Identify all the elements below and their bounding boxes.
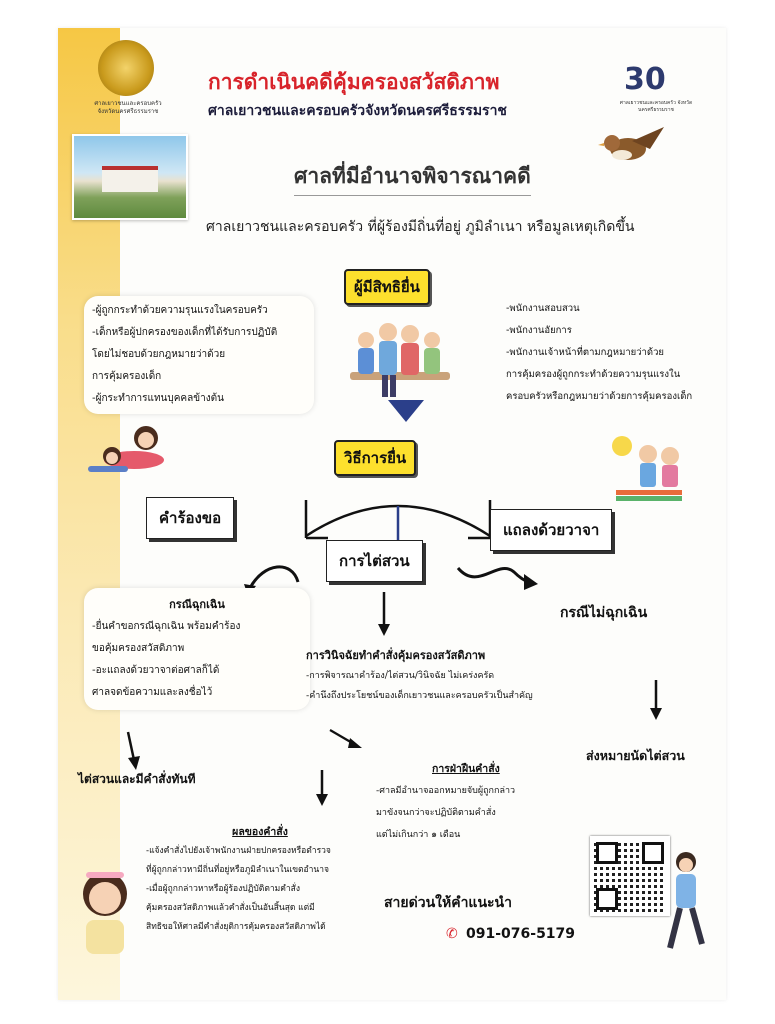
- filing-method-label: วิธีการยื่น: [334, 440, 416, 476]
- decision-heading: การวินิจฉัยทำคำสั่งคุ้มครองสวัสดิภาพ: [306, 649, 486, 662]
- court-seal-logo: [98, 40, 154, 96]
- entitled-right-list: [502, 296, 726, 410]
- list-item: -เด็กหรือผู้ปกครองของเด็กที่ได้รับการปฏิบัติ: [92, 327, 278, 338]
- emergency-heading: กรณีฉุกเฉิน: [169, 598, 225, 611]
- non-emergency-heading: กรณีไม่ฉุกเฉิน: [560, 605, 648, 621]
- verbal-statement-option: แถลงด้วยวาจา: [490, 509, 612, 551]
- court-description: ศาลเยาวชนและครอบครัว ที่ผู้ร้องมีถิ่นที่อยู่ ภูมิลำเนา หรือมูลเหตุเกิดขึ้น: [206, 219, 635, 235]
- emergency-box: [84, 588, 310, 710]
- list-item: การคุ้มครองผู้ถูกกระทำด้วยความรุนแรงใน: [506, 369, 681, 380]
- list-item: สิทธิขอให้ศาลมีคำสั่งยุติการคุ้มครองสวัสดิภาพได้: [146, 922, 326, 932]
- page-title: การดำเนินคดีคุ้มครองสวัสดิภาพ: [208, 70, 500, 94]
- summons-outcome: ส่งหมายนัดไต่สวน: [586, 748, 685, 763]
- list-item: แต่ไม่เกินกว่า ๑ เดือน: [376, 830, 461, 840]
- decision-section: [306, 646, 606, 706]
- list-item: ครอบครัวหรือกฎหมายว่าด้วยการคุ้มครองเด็ก: [506, 391, 693, 402]
- list-item: -ศาลมีอำนาจออกหมายจับผู้ถูกกล่าว: [376, 786, 516, 796]
- list-item: มาขังจนกว่าจะปฏิบัติตามคำสั่ง: [376, 808, 496, 818]
- mediation-option: การไต่สวน: [326, 540, 423, 582]
- arrow-down-icon: [122, 732, 142, 770]
- list-item: -พนักงานอัยการ: [506, 325, 572, 336]
- list-item: -ยื่นคำขอกรณีฉุกเฉิน พร้อมคำร้อง: [92, 621, 241, 632]
- court-heading: ศาลที่มีอำนาจพิจารณาคดี: [294, 160, 531, 196]
- list-item: โดยไม่ชอบด้วยกฎหมายว่าด้วย: [92, 349, 226, 360]
- result-heading: ผลของคำสั่ง: [232, 826, 288, 838]
- qr-code[interactable]: [590, 836, 670, 916]
- list-item: ที่ผู้ถูกกล่าวหามีถิ่นที่อยู่หรือภูมิลำเนาในเขตอำนาจ: [146, 865, 329, 875]
- phone-icon: ✆: [446, 926, 458, 942]
- list-item: -พนักงานเจ้าหน้าที่ตามกฎหมายว่าด้วย: [506, 347, 664, 358]
- list-item: ขอคุ้มครองสวัสดิภาพ: [92, 643, 185, 654]
- arrow-diagonal-icon: [330, 728, 364, 750]
- hotline-label: สายด่วนให้คำแนะนำ: [384, 895, 512, 911]
- family-illustration: [344, 310, 456, 402]
- list-item: -ผู้กระทำการแทนบุคคลข้างต้น: [92, 393, 224, 404]
- violation-section: [376, 758, 576, 846]
- seal-caption: ศาลเยาวชนและครอบครัว จังหวัดนครศรีธรรมราช: [94, 100, 162, 115]
- list-item: การคุ้มครองเด็ก: [92, 371, 162, 382]
- girls-illustration: [84, 420, 180, 480]
- bird-illustration: [598, 123, 668, 168]
- poster: [58, 28, 726, 1000]
- anniversary-logo: 30: [624, 62, 666, 97]
- curved-arrow-right-icon: [454, 558, 544, 598]
- list-item: คุ้มครองสวัสดิภาพแล้วคำสั่งเป็นอันสิ้นสุด แต่มี: [146, 903, 315, 913]
- list-item: -การพิจารณาคำร้อง/ไต่สวน/วินิจฉัย ไม่เคร่งครัด: [306, 671, 495, 681]
- violation-heading: การฝ่าฝืนคำสั่ง: [432, 763, 500, 775]
- boy-illustration: [662, 848, 712, 958]
- anniversary-caption: ศาลเยาวชนและครอบครัว จังหวัดนครศรีธรรมราช: [619, 100, 693, 113]
- page-subtitle: ศาลเยาวชนและครอบครัวจังหวัดนครศรีธรรมราช: [208, 103, 507, 119]
- list-item: ศาลจดข้อความและลงชื่อไว้: [92, 687, 213, 698]
- entitled-left-list: [84, 296, 314, 414]
- list-item: -ผู้ถูกกระทำด้วยความรุนแรงในครอบครัว: [92, 305, 268, 316]
- children-drawing-illustration: [608, 432, 690, 504]
- arrow-down-icon: [388, 400, 424, 422]
- girl-illustration: [72, 866, 138, 956]
- list-item: -อะแถลงด้วยวาจาต่อศาลก็ได้: [92, 665, 220, 676]
- arrow-down-icon: [314, 770, 330, 806]
- list-item: -พนักงานสอบสวน: [506, 303, 580, 314]
- list-item: -เมื่อผู้ถูกกล่าวหาหรือผู้ร้องปฏิบัติตามคำสั่ง: [146, 884, 301, 894]
- entitled-label: ผู้มีสิทธิยื่น: [344, 269, 430, 305]
- arrow-down-icon: [376, 592, 392, 636]
- hotline-number[interactable]: 091-076-5179: [466, 926, 576, 942]
- order-result-section: [146, 823, 374, 937]
- arrow-down-icon: [648, 680, 664, 720]
- immediate-hearing-outcome: ไต่สวนและมีคำสั่งทันที: [78, 772, 196, 786]
- request-option: คำร้องขอ: [146, 497, 234, 539]
- court-building-photo: [72, 134, 188, 220]
- list-item: -แจ้งคำสั่งไปยังเจ้าพนักงานฝ่ายปกครองหรือตำรวจ: [146, 846, 331, 856]
- list-item: -คำนึงถึงประโยชน์ของเด็กเยาวชนและครอบครัวเป็นสำคัญ: [306, 691, 533, 701]
